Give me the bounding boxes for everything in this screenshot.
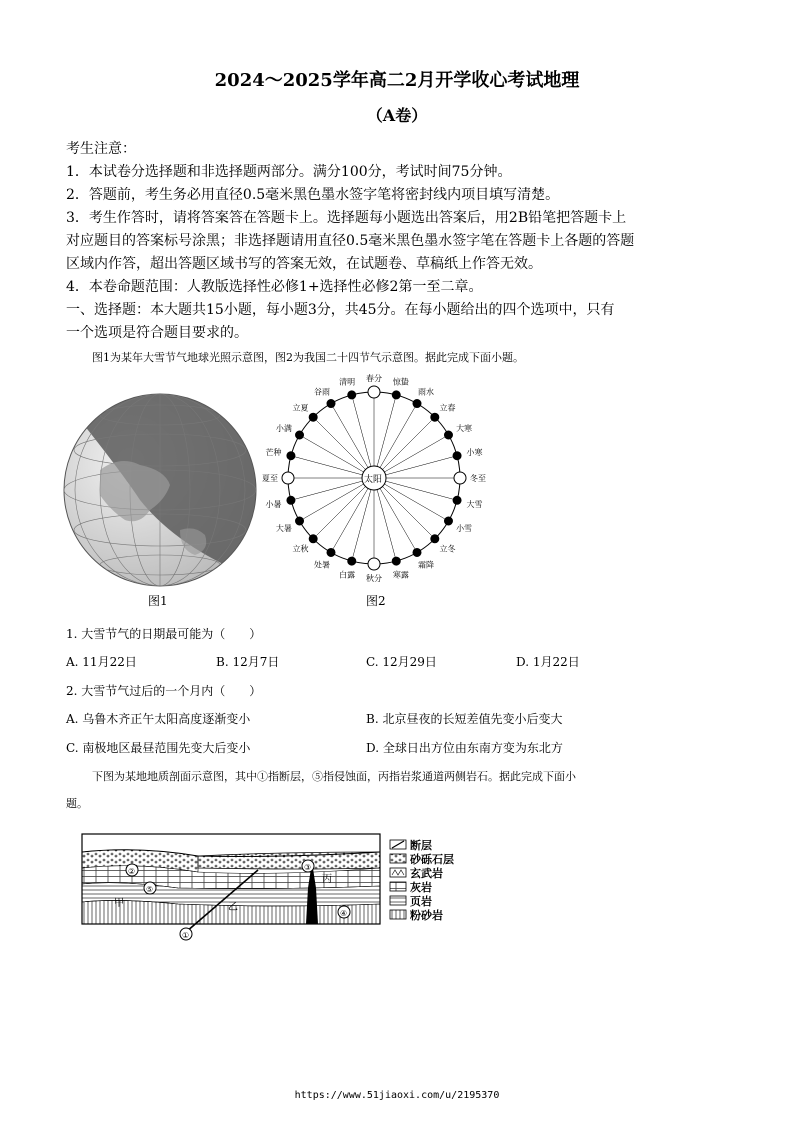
notice-line-4: 对应题目的答案标号涂黑；非选择题请用直径0.5毫米黑色墨水签字笔在答题卡上各题的答题	[66, 233, 635, 249]
term-marker	[282, 472, 294, 484]
term-label: 小满	[275, 424, 292, 433]
notice-line-2: 2．答题前，考生务必用直径0.5毫米黑色墨水签字笔将密封线内项目填写清楚。	[66, 187, 560, 203]
q2-option-d[interactable]: D. 全球日出方位由东南方变为东北方	[366, 741, 563, 755]
term-label: 春分	[366, 374, 382, 383]
term-label: 惊蛰	[392, 377, 409, 387]
term-label: 清明	[339, 377, 356, 387]
geo-mark-yi: 乙	[228, 902, 238, 913]
sun-label: 太阳	[364, 475, 383, 485]
term-marker	[296, 431, 304, 439]
term-label: 芒种	[265, 448, 282, 458]
term-marker	[431, 535, 439, 543]
geo-mark-1: ①	[182, 931, 190, 940]
term-label: 小暑	[265, 499, 282, 509]
notice-line-3: 3．考生作答时，请将答案答在答题卡上。选择题每小题选出答案后，用2B铅笔把答题卡上	[66, 210, 627, 226]
q2-option-c[interactable]: C. 南极地区最昼范围先变大后变小	[66, 741, 251, 755]
term-marker	[348, 391, 356, 399]
geo-mark-2: ②	[128, 867, 136, 876]
question-2: 2. 大雪节气过后的一个月内（ ）	[66, 684, 262, 698]
term-marker	[413, 400, 421, 408]
term-marker	[348, 557, 356, 565]
q2-option-a[interactable]: A. 乌鲁木齐正午太阳高度逐渐变小	[66, 712, 251, 726]
section-heading-line-1: 一、选择题：本大题共15小题，每小题3分，共45分。在每小题给出的四个选项中，只有	[66, 302, 615, 318]
q1-option-d[interactable]: D. 1月22日	[516, 655, 580, 669]
term-label: 白露	[339, 570, 356, 580]
notice-line-6: 4．本卷命题范围：人教版选择性必修1+选择性必修2第一至二章。	[66, 279, 483, 295]
section-heading-line-2: 一个选项是符合题目要求的。	[66, 325, 248, 341]
term-label: 立夏	[292, 403, 309, 413]
geo-mark-3: ③	[304, 863, 312, 872]
exam-subtitle: （A卷）	[366, 106, 428, 125]
notice-line-5: 区域内作答，超出答题区域书写的答案无效，在试题卷、草稿纸上作答无效。	[66, 256, 542, 272]
figure2-caption: 图2	[366, 594, 386, 608]
term-marker	[392, 557, 400, 565]
term-marker	[296, 517, 304, 525]
term-marker	[431, 413, 439, 421]
term-marker	[444, 431, 452, 439]
term-label: 谷雨	[314, 387, 330, 397]
term-marker	[287, 496, 295, 504]
term-spoke	[382, 417, 434, 469]
term-label: 小寒	[466, 448, 483, 458]
legend-basalt: 玄武岩	[410, 867, 443, 880]
geo-mark-jia: 甲	[114, 898, 124, 909]
footer-url[interactable]: https://www.51jiaoxi.com/u/2195370	[294, 1090, 500, 1101]
term-label: 小雪	[456, 524, 473, 533]
term-marker	[327, 400, 335, 408]
term-marker	[368, 386, 380, 398]
geologic-section-figure	[78, 828, 478, 944]
term-label: 立春	[439, 403, 456, 413]
exam-title: 2024～2025学年高二2月开学收心考试地理	[214, 70, 580, 91]
term-marker	[392, 391, 400, 399]
term-spoke	[313, 486, 365, 538]
q2-option-b[interactable]: B. 北京昼夜的长短差值先变小后变大	[366, 712, 563, 726]
term-label: 立冬	[439, 544, 456, 554]
legend-siltstone: 粉砂岩	[410, 909, 443, 922]
term-label: 雨水	[418, 387, 434, 397]
geo-legend	[390, 838, 454, 922]
intro-text-1: 图1为某年大雪节气地球光照示意图，图2为我国二十四节气示意图。据此完成下面小题。	[92, 351, 524, 364]
q1-option-b[interactable]: B. 12月7日	[216, 655, 280, 669]
legend-shale: 页岩	[410, 895, 432, 908]
term-marker	[287, 452, 295, 460]
term-label: 秋分	[366, 574, 382, 583]
intro-text-2-line-2: 题。	[66, 797, 88, 810]
intro-text-2-line-1: 下图为某地地质剖面示意图，其中①指断层，⑤指侵蚀面，丙指岩浆通道两侧岩石。据此完成下面小	[92, 770, 576, 783]
legend-fault: 断层	[410, 839, 432, 852]
figure1-caption-label: 图1	[148, 594, 168, 608]
term-spoke	[382, 486, 434, 538]
term-marker	[413, 548, 421, 556]
q1-option-a[interactable]: A. 11月22日	[66, 655, 137, 669]
term-marker	[309, 413, 317, 421]
term-label: 霜降	[418, 560, 434, 570]
figure1-earth	[60, 390, 260, 590]
notice-heading: 考生注意：	[66, 141, 136, 157]
question-1: 1. 大雪节气的日期最可能为（ ）	[66, 627, 262, 641]
term-marker	[368, 558, 380, 570]
term-label: 寒露	[392, 570, 409, 580]
legend-limestone: 灰岩	[410, 881, 432, 894]
term-marker	[453, 496, 461, 504]
term-label: 处暑	[314, 560, 330, 570]
geo-mark-bing: 丙	[322, 874, 332, 885]
term-marker	[327, 548, 335, 556]
term-label: 冬至	[470, 474, 486, 483]
q1-option-c[interactable]: C. 12月29日	[366, 655, 437, 669]
term-marker	[454, 472, 466, 484]
term-marker	[444, 517, 452, 525]
term-label: 大寒	[456, 424, 473, 433]
term-marker	[453, 452, 461, 460]
term-label: 大暑	[275, 524, 292, 533]
legend-gravel: 砂砾石层	[410, 853, 454, 866]
term-label: 夏至	[262, 474, 278, 483]
term-marker	[309, 535, 317, 543]
term-label: 立秋	[292, 544, 309, 554]
notice-line-1: 1．本试卷分选择题和非选择题两部分。满分100分，考试时间75分钟。	[66, 164, 512, 180]
geo-mark-5: ⑤	[146, 885, 154, 894]
term-label: 大雪	[466, 499, 483, 509]
term-spoke	[313, 417, 365, 469]
geo-mark-4: ④	[340, 909, 348, 918]
figure2-solar-terms	[256, 368, 496, 600]
